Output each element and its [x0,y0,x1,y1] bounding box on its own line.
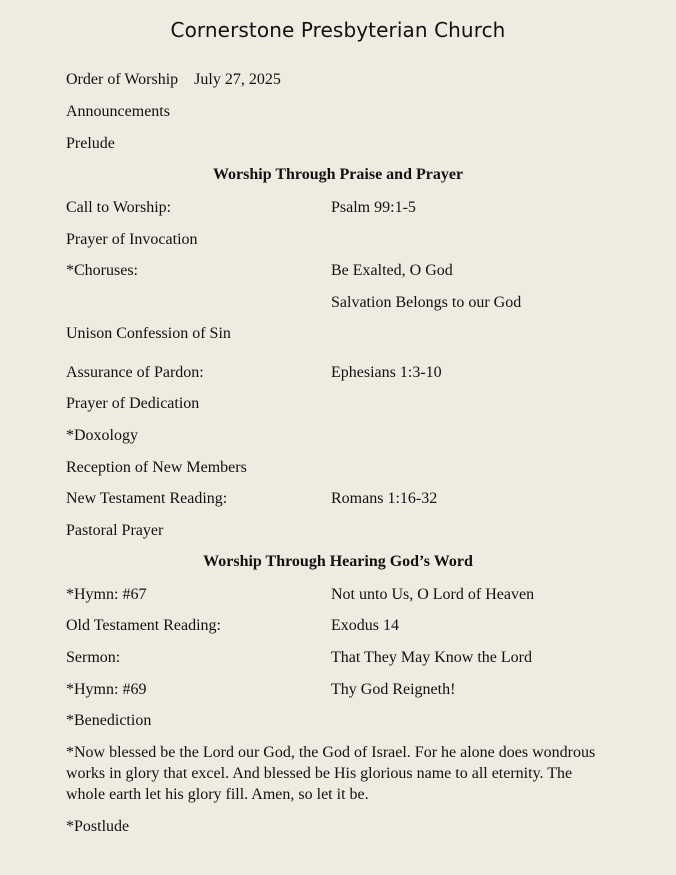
item-value: Romans 1:16-32 [331,490,438,507]
item-label: Assurance of Pardon: [66,364,204,381]
service-item [66,490,438,508]
item-value: Psalm 99:1-5 [331,199,416,216]
service-item [66,459,247,477]
item-label: *Doxology [66,427,138,444]
service-item [66,395,199,413]
item-value: That They May Know the Lord [331,649,532,666]
church-name: Cornerstone Presbyterian Church [170,18,506,42]
service-item [66,325,231,343]
service-item [66,522,163,540]
item-label: Reception of New Members [66,459,247,476]
item-label: Unison Confession of Sin [66,325,231,342]
announcements: Announcements [66,103,170,120]
benediction-text: *Now blessed be the Lord our God, the God of Israel. For he alone does wondrous works in glory that excel. And blessed be His glorious name to all eternity. The whole earth let his glory fill. Amen, so let it be. [66,744,596,803]
item-label: *Hymn: #69 [66,681,147,698]
order-label: Order of Worship [66,71,179,88]
item-value: Exodus 14 [331,617,399,634]
item-label: *Hymn: #67 [66,586,147,603]
service-item [66,427,138,445]
item-value: Ephesians 1:3-10 [331,364,442,381]
service-item [66,231,198,249]
prelude: Prelude [66,135,115,152]
item-label: Old Testament Reading: [66,617,221,634]
item-label: Call to Worship: [66,199,172,216]
item-value: Be Exalted, O God [331,262,453,279]
service-item [66,364,442,382]
item-label: *Choruses: [66,262,138,279]
item-label: New Testament Reading: [66,490,228,507]
service-item [66,617,399,635]
item-label: Sermon: [66,649,121,666]
postlude: *Postlude [66,818,130,835]
item-label: Pastoral Prayer [66,522,164,539]
service-item [66,586,535,604]
item-value: Thy God Reigneth! [331,681,456,698]
service-item [66,712,151,730]
section-heading-praise-prayer: Worship Through Praise and Prayer [212,166,464,183]
service-item [66,262,453,280]
order-date: July 27, 2025 [194,71,281,88]
order-of-worship-line [66,71,281,89]
item-label: Prayer of Dedication [66,395,200,412]
item-label: Prayer of Invocation [66,231,198,248]
section-heading-gods-word: Worship Through Hearing God’s Word [203,553,473,570]
item-value: Not unto Us, O Lord of Heaven [331,586,535,603]
item-label: *Benediction [66,712,152,729]
service-item [66,681,456,699]
service-item [66,199,416,217]
item-value: Salvation Belongs to our God [331,294,522,311]
service-item [66,649,532,667]
